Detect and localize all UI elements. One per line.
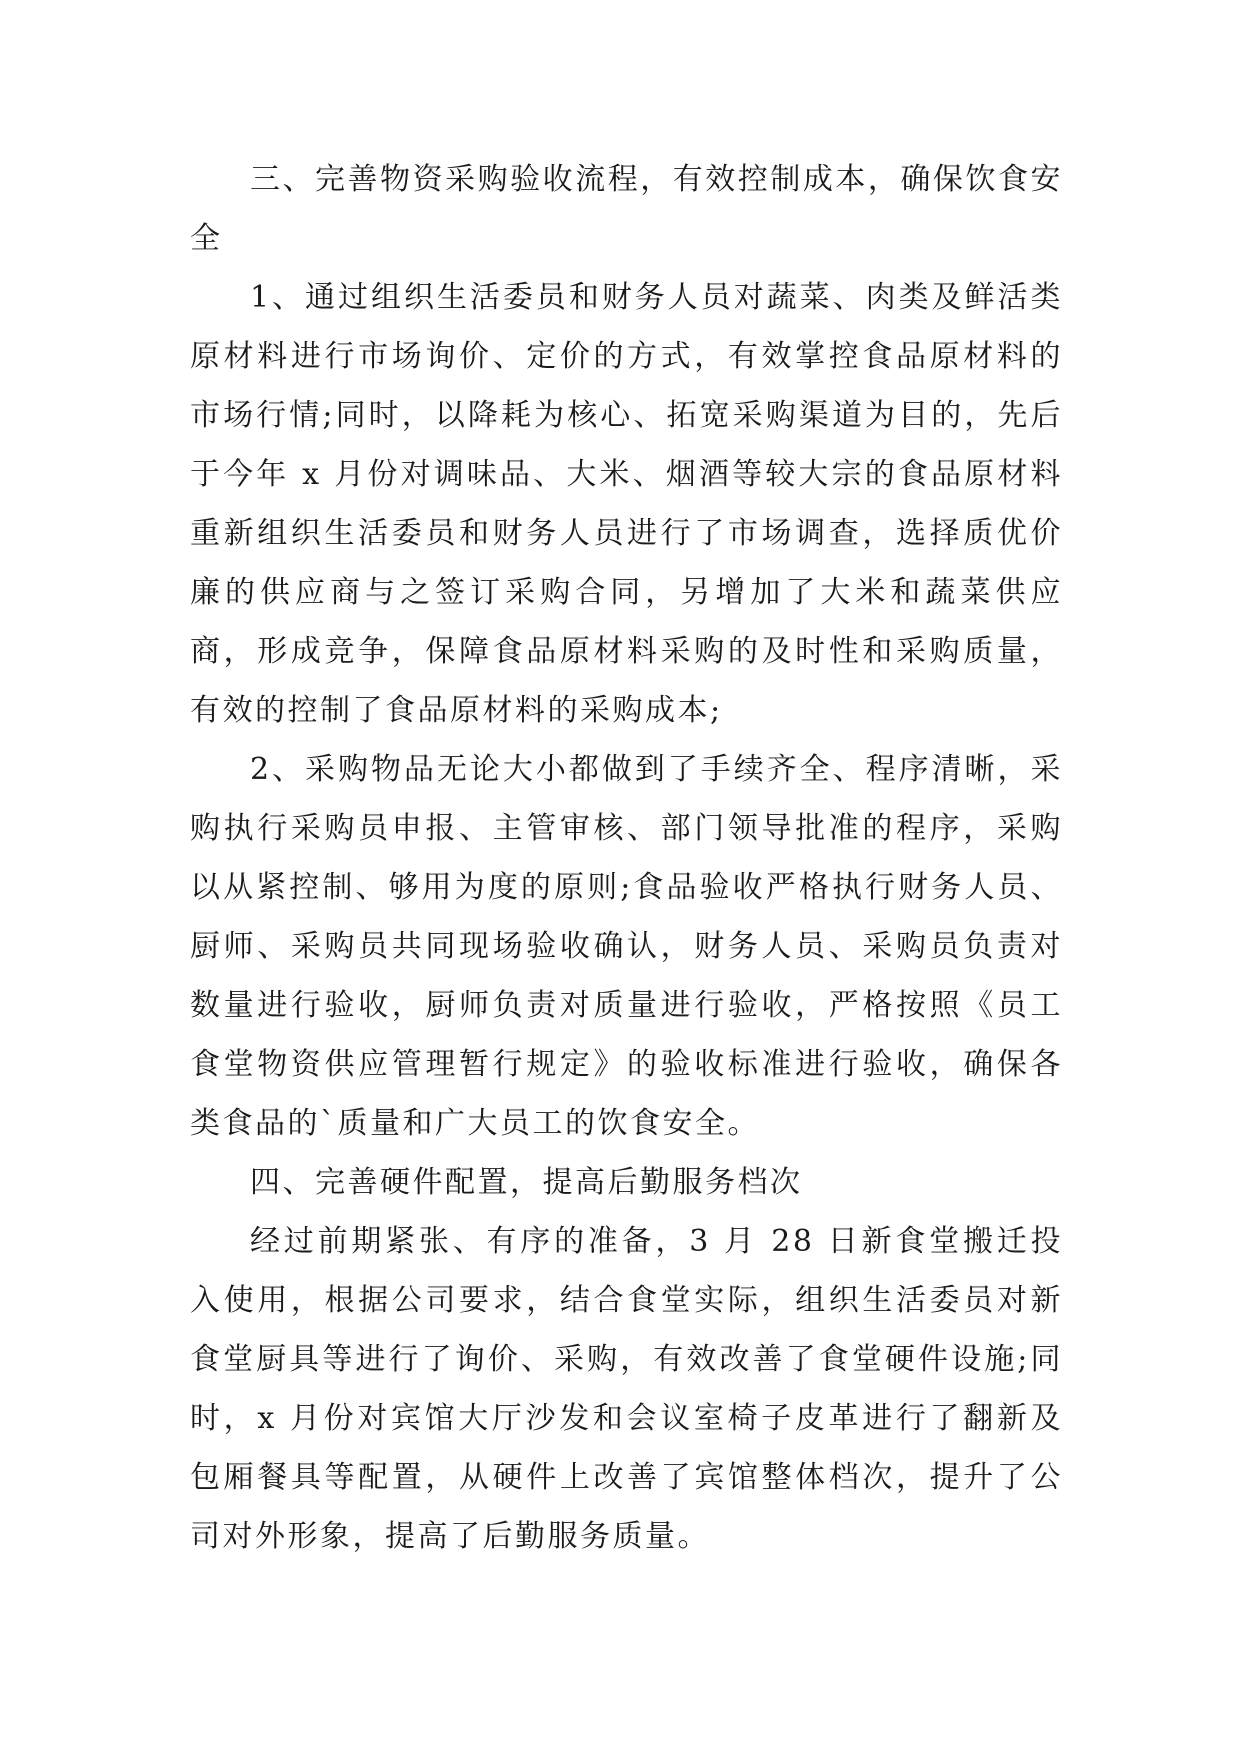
document-body (190, 150, 1063, 1566)
paragraph-procurement-pricing: 1、通过组织生活委员和财务人员对蔬菜、肉类及鲜活类原材料进行市场询价、定价的方式，有效掌控食品原材料的市场行情;同时，以降耗为核心、拓宽采购渠道为目的，先后于今年 x 月份对调味品、大米、烟酒等较大宗的食品原材料重新组织生活委员和财务人员进行了市场调查，选择质优价廉的供应商与之签订采购合同，另增加了大米和蔬菜供应商，形成竞争，保障食品原材料采购的及时性和采购质量，有效的控制了食品原材料的采购成本; (190, 280, 1063, 728)
paragraph-procurement-acceptance: 2、采购物品无论大小都做到了手续齐全、程序清晰，采购执行采购员申报、主管审核、部门领导批准的程序，采购以从紧控制、够用为度的原则;食品验收严格执行财务人员、厨师、采购员共同现场验收确认，财务人员、采购员负责对数量进行验收，厨师负责对质量进行验收，严格按照《员工食堂物资供应管理暂行规定》的验收标准进行验收，确保各类食品的`质量和广大员工的饮食安全。 (190, 752, 1063, 1141)
section-heading-3: 三、完善物资采购验收流程，有效控制成本，确保饮食安全 (190, 162, 1063, 256)
paragraph-hardware-configuration: 经过前期紧张、有序的准备，3 月 28 日新食堂搬迁投入使用，根据公司要求，结合食堂实际，组织生活委员对新食堂厨具等进行了询价、采购，有效改善了食堂硬件设施;同时，x 月份对宾馆大厅沙发和会议室椅子皮革进行了翻新及包厢餐具等配置，从硬件上改善了宾馆整体档次，提升了公司对外形象，提高了后勤服务质量。 (190, 1224, 1063, 1554)
section-heading-4: 四、完善硬件配置，提高后勤服务档次 (250, 1165, 803, 1200)
